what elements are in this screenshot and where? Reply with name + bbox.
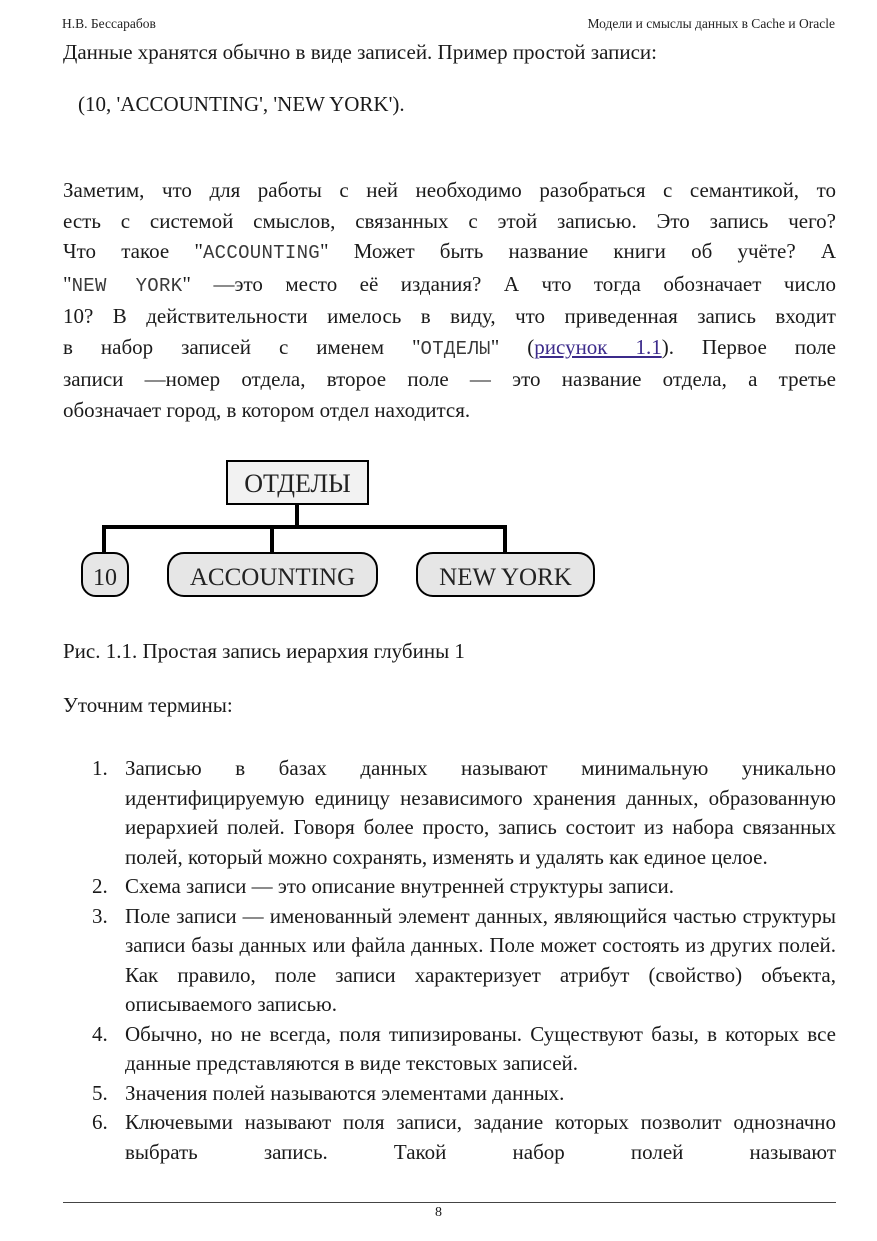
list-item: 5. Значения полей называются элементами данных. xyxy=(92,1080,565,1105)
child-node-newyork-label: NEW YORK xyxy=(439,564,572,591)
paragraph-line: в набор записей с именем "ОТДЕЛЫ" (рисунок 1.1). Первое поле xyxy=(63,334,836,360)
list-item: 4. Обычно, но не всегда, поля типизированы. Существуют базы, в которых все данные представляются в виде текстовых записей. xyxy=(92,1021,836,1075)
list-item: 1. Записью в базах данных называют минимальную уникально идентифицируемую единицу независимого хранения данных, образованную иерархией полей. Говоря более просто, запись состоит из набора связанных полей, который можно сохранять, изменять и удалять как единое целое. xyxy=(92,756,836,869)
footer-divider xyxy=(63,1202,836,1203)
header-author: Н.В. Бессарабов xyxy=(62,16,156,31)
list-item: 2. Схема записи — это описание внутренней структуры записи. xyxy=(92,874,674,898)
figure-caption: Рис. 1.1. Простая запись иерархия глубины 1 xyxy=(63,639,465,663)
paragraph-line: записи —номер отдела, второе поле — это название отдела, а третье xyxy=(63,367,836,391)
child-node-10-label: 10 xyxy=(93,565,117,591)
paragraph-line: 10? В действительности имелось в виду, что приведенная запись входит xyxy=(63,304,836,328)
terms-intro: Уточним термины: xyxy=(63,693,233,717)
paragraph-line: Заметим, что для работы с ней необходимо разобраться с семантикой, то xyxy=(63,178,836,202)
list-item: 6. Ключевыми называют поля записи, задание которых позволит однозначно выбрать запись. Такой набор полей называют xyxy=(92,1110,836,1164)
root-node-label: ОТДЕЛЫ xyxy=(244,469,351,498)
header-title: Модели и смыслы данных в Cache и Oracle xyxy=(587,16,835,31)
otdely-code: ОТДЕЛЫ xyxy=(420,337,491,360)
terms-list xyxy=(63,754,836,1167)
paragraph-line: обозначает город, в котором отдел находится. xyxy=(63,397,471,422)
record-example: (10, 'ACCOUNTING', 'NEW YORK'). xyxy=(78,92,405,116)
paragraph-line: "NEW YORK" —это место её издания? А что тогда обозначает число xyxy=(63,271,836,297)
semantics-paragraph xyxy=(63,175,836,425)
hierarchy-diagram xyxy=(78,455,598,603)
page-number: 8 xyxy=(435,1205,442,1220)
newyork-code: NEW YORK xyxy=(71,274,183,297)
paragraph-line: есть с системой смыслов, связанных с этой записью. Это запись чего? xyxy=(63,208,836,233)
accounting-code: ACCOUNTING xyxy=(202,242,320,264)
child-node-accounting-label: ACCOUNTING xyxy=(189,564,356,591)
intro-text: Данные хранятся обычно в виде записей. Пример простой записи: xyxy=(63,40,657,64)
paragraph-line: Что такое "ACCOUNTING" Может быть название книги об учёте? А xyxy=(63,239,836,264)
list-item: 3. Поле записи — именованный элемент данных, являющийся частью структуры записи базы данных или файла данных. Поле может состоять из других полей. Как правило, поле записи характеризует атрибут (свойство) объекта, описываемого записью. xyxy=(92,903,836,1016)
figure-link[interactable]: рисунок 1.1 xyxy=(534,334,662,359)
